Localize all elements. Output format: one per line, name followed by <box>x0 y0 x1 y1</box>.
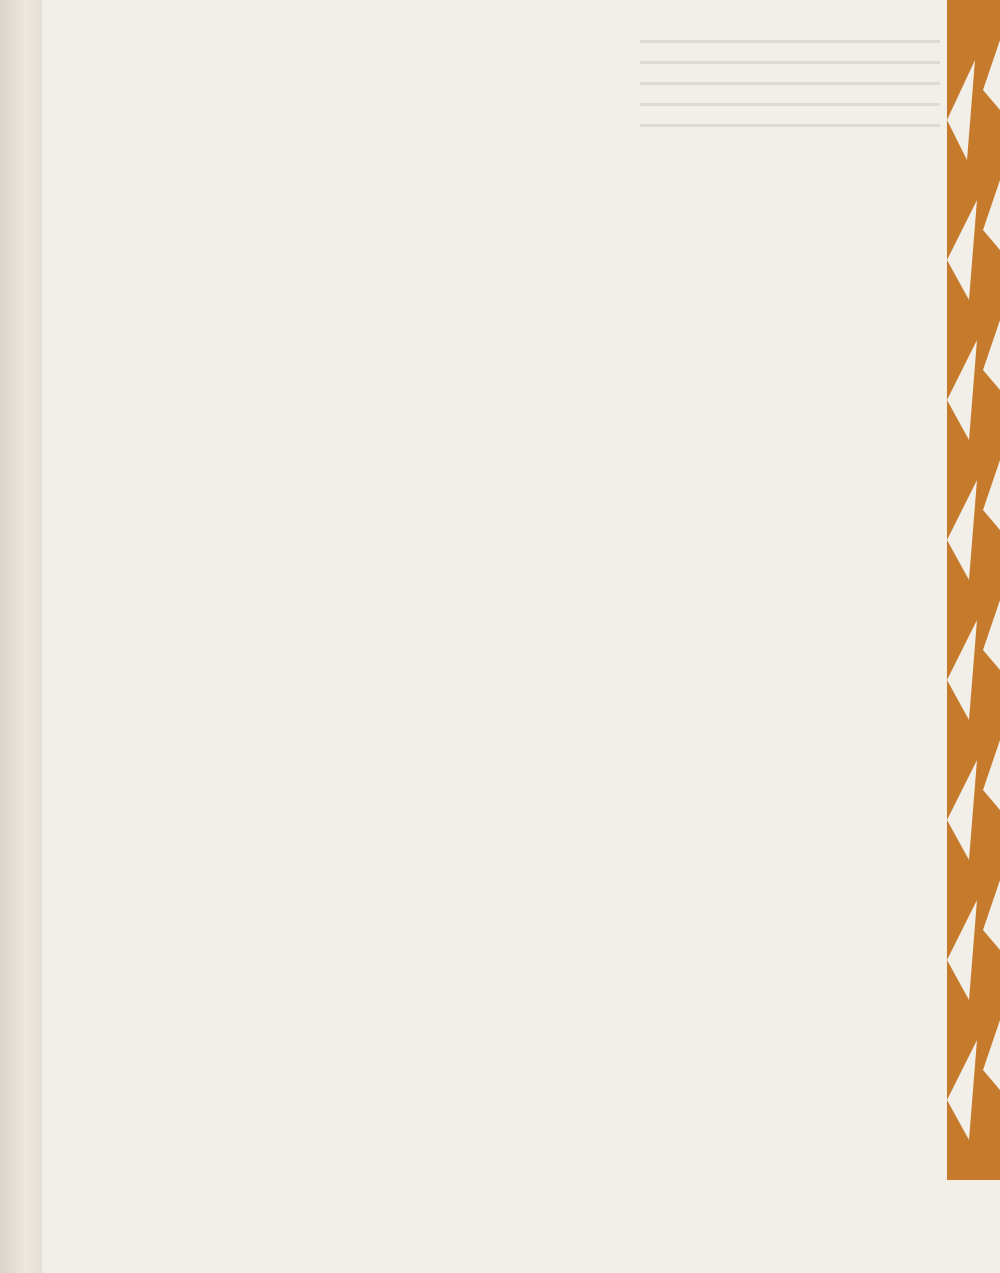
ornament-pattern-icon <box>947 0 1000 1273</box>
bleed-through-text <box>640 40 940 180</box>
page-binding <box>0 0 42 1273</box>
decorative-ornament-border <box>947 0 1000 1273</box>
page-sheet <box>42 0 947 1273</box>
